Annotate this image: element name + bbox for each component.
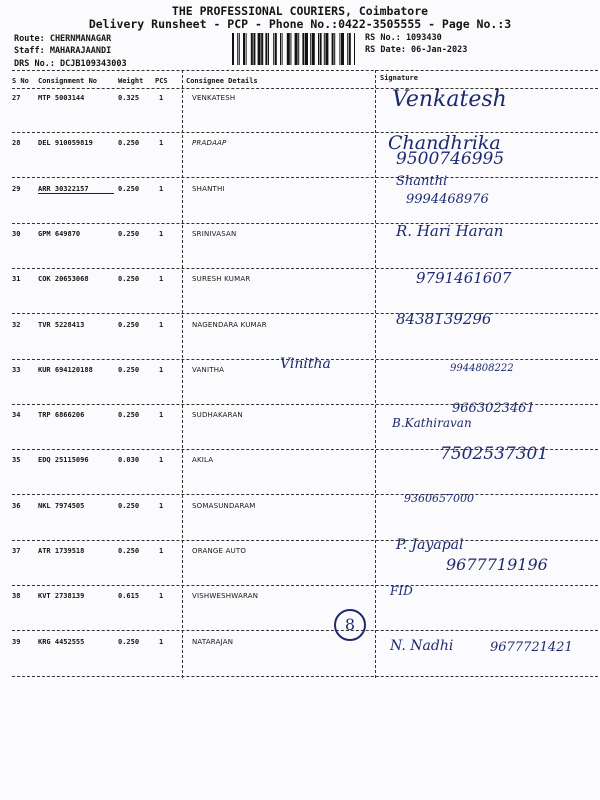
consignment-cell: KRG 4452555	[38, 637, 85, 646]
pcs-cell: 1	[159, 547, 164, 555]
table-row	[0, 133, 600, 178]
weight-cell: 0.615	[118, 592, 140, 601]
consignee-cell: SHANTHI	[192, 184, 225, 193]
sno-cell: 29	[12, 184, 21, 193]
consignment-cell: EDQ 25115096	[38, 456, 89, 465]
consignee-cell: AKILA	[192, 456, 214, 465]
sno-cell: 28	[12, 139, 21, 148]
consignee-cell: NATARAJAN	[192, 637, 234, 646]
table-row	[0, 221, 600, 269]
pcs-cell: 1	[159, 456, 164, 465]
weight-cell: 0.250	[118, 637, 140, 646]
weight-cell: 0.030	[118, 456, 140, 465]
handwritten-signature: 8438139296	[396, 309, 492, 328]
weight-cell: 0.250	[118, 229, 140, 238]
table-row	[0, 355, 600, 405]
table-row	[0, 88, 600, 133]
pcs-cell: 1	[159, 229, 164, 238]
handwritten-phone: 9677721421	[490, 639, 573, 655]
consignment-cell: ATR 1739518	[38, 547, 85, 555]
handwritten-signature: R. Hari Haran	[396, 221, 504, 240]
handwritten-signature: Venkatesh	[392, 87, 507, 112]
table-row	[0, 173, 600, 224]
circled-number: 8	[334, 609, 366, 641]
col-consignment: Consignment No	[38, 77, 98, 85]
pcs-cell: 1	[159, 637, 164, 646]
sno-cell: 35	[12, 456, 21, 465]
grid-line	[12, 70, 598, 71]
document-title: THE PROFESSIONAL COURIERS, Coimbatore	[171, 4, 429, 18]
pcs-cell: 1	[159, 184, 164, 193]
handwritten-phone: 9677719196	[446, 555, 548, 574]
document-subtitle: Delivery Runsheet - PCP - Phone No.:0422-3505555 - Page No.:3	[88, 17, 512, 31]
sno-cell: 36	[12, 501, 21, 510]
pcs-cell: 1	[159, 592, 164, 601]
table-row	[0, 586, 600, 631]
consignee-cell: VENKATESH	[192, 94, 236, 102]
sno-cell: 27	[12, 94, 21, 102]
handwritten-signature: FID	[390, 584, 413, 599]
consignee-cell: ORANGE AUTO	[192, 547, 247, 555]
consignment-cell: TRP 6866206	[38, 411, 85, 420]
pcs-cell: 1	[159, 139, 164, 148]
handwritten-signature: 9360657000	[404, 491, 474, 505]
sno-cell: 31	[12, 275, 21, 284]
pcs-cell: 1	[159, 501, 164, 510]
handwritten-signature: 7502537301	[440, 444, 549, 465]
handwritten-phone: 9500746995	[396, 149, 505, 170]
col-signature: Signature	[380, 74, 418, 82]
consignment-cell: MTP 5003144	[38, 94, 85, 102]
consignment-cell: GPM 649870	[38, 229, 81, 238]
pcs-cell: 1	[159, 275, 164, 284]
handwritten-signature: P. Jayapal	[396, 537, 464, 553]
weight-cell: 0.250	[118, 139, 140, 148]
table-row	[0, 401, 600, 450]
pcs-cell: 1	[159, 320, 164, 329]
weight-cell: 0.250	[118, 365, 140, 374]
table-row	[0, 632, 600, 677]
consignment-cell: KUR 694120188	[38, 365, 93, 374]
weight-cell: 0.250	[118, 320, 140, 329]
staff-label: Staff: MAHARAJAANDI	[14, 46, 112, 56]
handwritten-phone: B.Kathiravan	[392, 416, 472, 431]
sno-cell: 37	[12, 547, 21, 555]
weight-cell: 0.250	[118, 411, 140, 420]
consignee-cell: SRINIVASAN	[192, 229, 237, 238]
consignee-cell: NAGENDARA KUMAR	[192, 320, 267, 329]
consignee-cell: PRADAAP	[192, 139, 227, 148]
strike-through-mark	[38, 193, 114, 194]
col-weight: Weight	[118, 77, 144, 85]
row-divider	[12, 676, 598, 677]
consignment-cell: KVT 2738139	[38, 592, 85, 601]
sno-cell: 30	[12, 229, 21, 238]
handwritten-phone: 9994468976	[406, 191, 489, 207]
consignee-cell: SOMASUNDARAM	[192, 501, 256, 510]
weight-cell: 0.250	[118, 547, 140, 555]
col-sno: S No	[12, 77, 29, 85]
handwritten-signature: Chandhrika	[388, 132, 501, 155]
table-row	[0, 309, 600, 360]
handwritten-signature: Vinitha	[280, 355, 331, 372]
consignment-cell: TVR 5228413	[38, 320, 85, 329]
rs-date: RS Date: 06-Jan-2023	[365, 45, 468, 55]
drs-number: DRS No.: DCJB109343003	[14, 59, 127, 69]
consignee-cell: SUDHAKARAN	[192, 411, 243, 420]
rs-number: RS No.: 1093430	[365, 33, 442, 43]
table-row	[0, 537, 600, 586]
consignment-cell: DEL 910059819	[38, 139, 93, 148]
weight-cell: 0.250	[118, 275, 140, 284]
sno-cell: 32	[12, 320, 21, 329]
consignment-cell: COK 20653068	[38, 275, 89, 284]
consignee-cell: VANITHA	[192, 365, 225, 374]
sno-cell: 38	[12, 592, 21, 601]
table-row	[0, 444, 600, 495]
consignment-cell: ARR 30322157	[38, 184, 89, 193]
consignee-cell: SURESH KUMAR	[192, 275, 251, 284]
handwritten-phone: 9944808222	[450, 362, 514, 374]
route-label: Route: CHERNMANAGAR	[14, 34, 112, 44]
handwritten-signature: 9663023461	[452, 401, 535, 417]
pcs-cell: 1	[159, 94, 164, 102]
sno-cell: 33	[12, 365, 21, 374]
col-consignee: Consignee Details	[186, 77, 258, 85]
pcs-cell: 1	[159, 411, 164, 420]
sno-cell: 39	[12, 637, 21, 646]
handwritten-signature: 9791461607	[416, 269, 512, 288]
sno-cell: 34	[12, 411, 21, 420]
table-row	[0, 491, 600, 541]
handwritten-signature: Shanthi	[396, 173, 448, 189]
consignee-cell: VISHWESHWARAN	[192, 592, 259, 601]
consignment-cell: NKL 7974505	[38, 501, 85, 510]
handwritten-signature: N. Nadhi	[390, 637, 454, 654]
barcode	[232, 33, 355, 65]
pcs-cell: 1	[159, 365, 164, 374]
weight-cell: 0.250	[118, 184, 140, 193]
table-row	[0, 269, 600, 314]
weight-cell: 0.325	[118, 94, 140, 102]
col-pcs: PCS	[155, 77, 168, 85]
weight-cell: 0.250	[118, 501, 140, 510]
